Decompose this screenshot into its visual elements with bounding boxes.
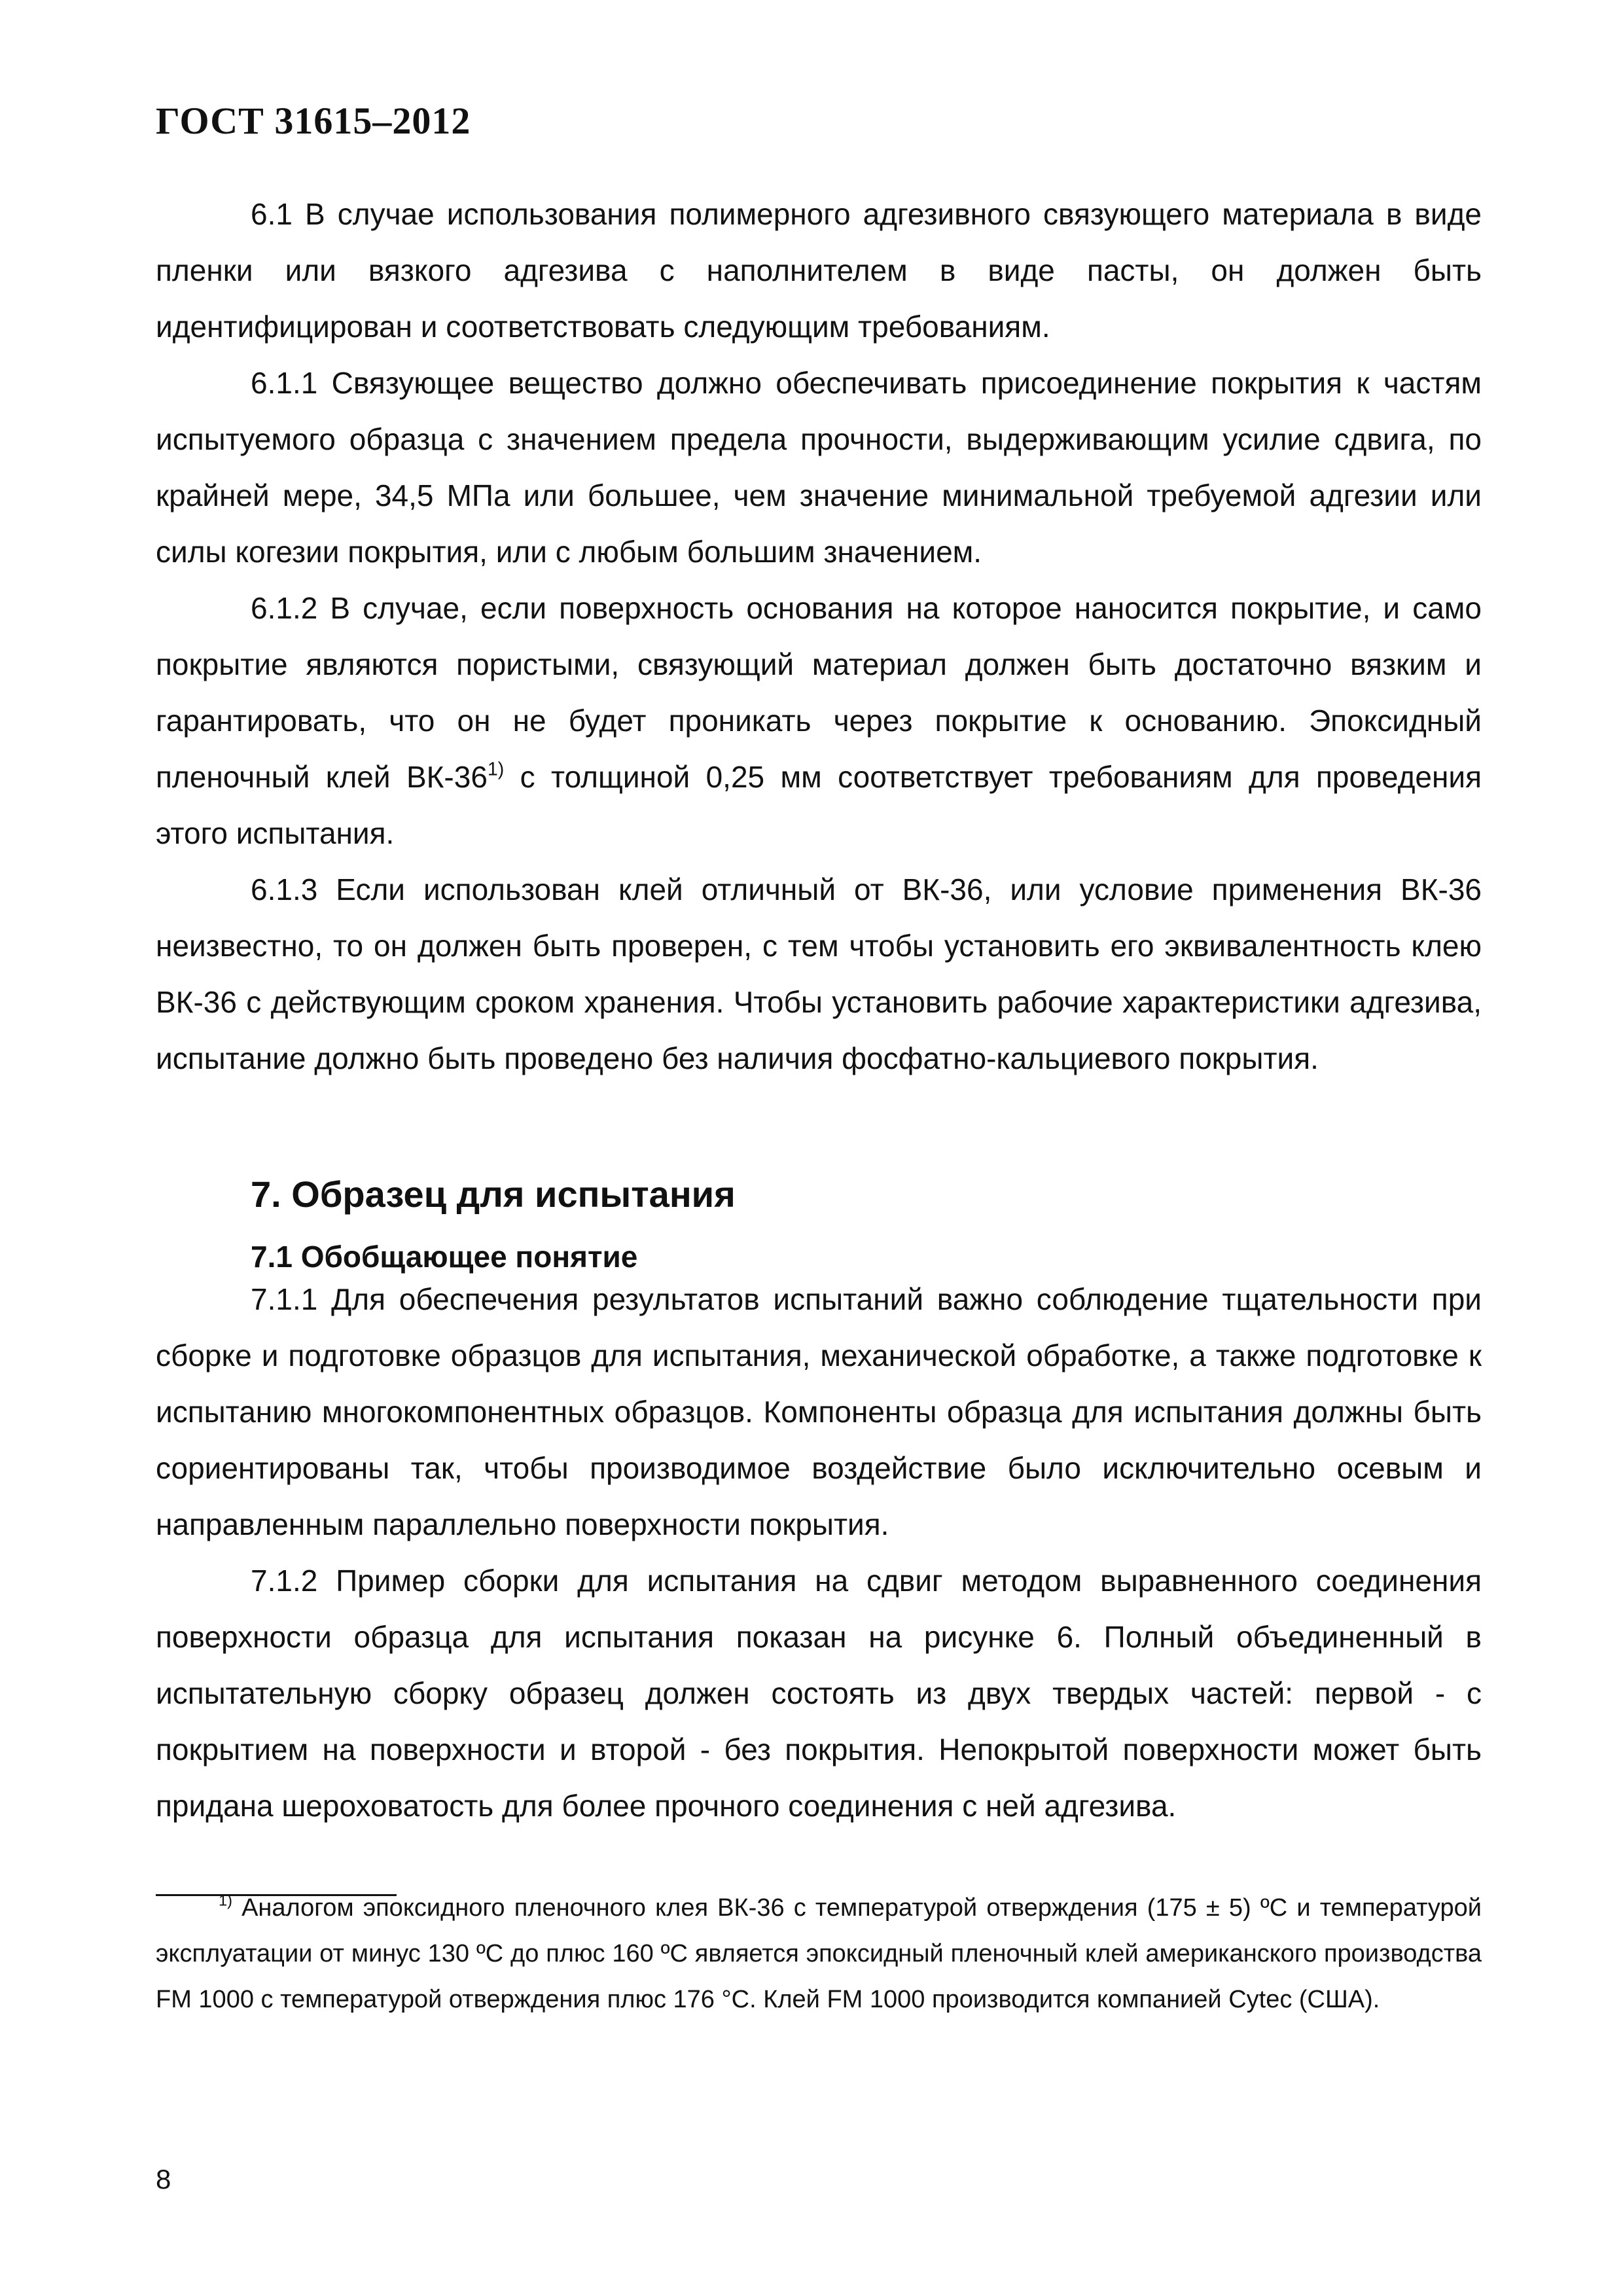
footnote [156,1885,1482,2022]
footnote-marker: 1) [219,1892,232,1909]
paragraph-6-1: 6.1 В случае использования полимерного адгезивного связующего материала в виде пленки или вязкого адгезива с наполнителем в виде пасты, он должен быть идентифицирован и соответствовать следующим требованиям. [156,197,1482,344]
paragraph-6-1-1: 6.1.1 Связующее вещество должно обеспечивать присоединение покрытия к частям испытуемого образца с значением предела прочности, выдерживающим усилие сдвига, по крайней мере, 34,5 МПа или большее, чем значение минимальной требуемой адгезии или силы когезии покрытия, или с любым большим значением. [156,366,1482,569]
page-number: 8 [156,2164,171,2195]
subsection-7-1-title: 7.1 Обобщающее понятие [251,1240,638,1274]
section-6-body [156,186,1482,1086]
paragraph-6-1-3: 6.1.3 Если использован клей отличный от ВК-36, или условие применения ВК-36 неизвестно, то он должен быть проверен, с тем чтобы установить его эквивалентность клею ВК-36 с действующим сроком хранения. Чтобы установить рабочие характеристики адгезива, испытание должно быть проведено без наличия фосфатно-кальциевого покрытия. [156,872,1482,1075]
paragraph-6-1-2-text-a: 6.1.2 В случае, если поверхность основания на которое наносится покрытие, и само покрытие являются пористыми, связующий материал должен быть достаточно вязким и гарантировать, что он не будет проникать через покрытие к основанию. Эпоксидный пленочный клей ВК-36 [156,591,1482,794]
paragraph-6-1-2 [156,580,1482,861]
section-7-body [156,1271,1482,1834]
paragraph-6-1-2-text-b: с толщиной 0,25 мм соответствует требованиям для проведения этого испытания. [156,760,1482,850]
paragraph-7-1-2: 7.1.2 Пример сборки для испытания на сдвиг методом выравненного соединения поверхности образца для испытания показан на рисунке 6. Полный объединенный в испытательную сборку образец должен состоять из двух твердых частей: первой - с покрытием на поверхности и второй - без покрытия. Непокрытой поверхности может быть придана шероховатость для более прочного соединения с ней адгезива. [156,1564,1482,1823]
footnote-text: Аналогом эпоксидного пленочного клея ВК-36 с температурой отверждения (175 ± 5) ºС и температурой эксплуатации от минус 130 ºС до плюс 160 ºС является эпоксидный пленочный клей американского производства FM 1000 с температурой отверждения плюс 176 °С. Клей FM 1000 производится компанией Cytec (США). [156,1894,1482,2013]
footnote-reference: 1) [487,759,505,780]
paragraph-7-1-1: 7.1.1 Для обеспечения результатов испытаний важно соблюдение тщательности при сборке и подготовке образцов для испытания, механической обработке, а также подготовке к испытанию многокомпонентных образцов. Компоненты образца для испытания должны быть сориентированы так, чтобы производимое воздействие было исключительно осевым и направленным параллельно поверхности покрытия. [156,1282,1482,1541]
section-7-title: 7. Образец для испытания [251,1174,736,1215]
document-header: ГОСТ 31615–2012 [156,99,471,142]
